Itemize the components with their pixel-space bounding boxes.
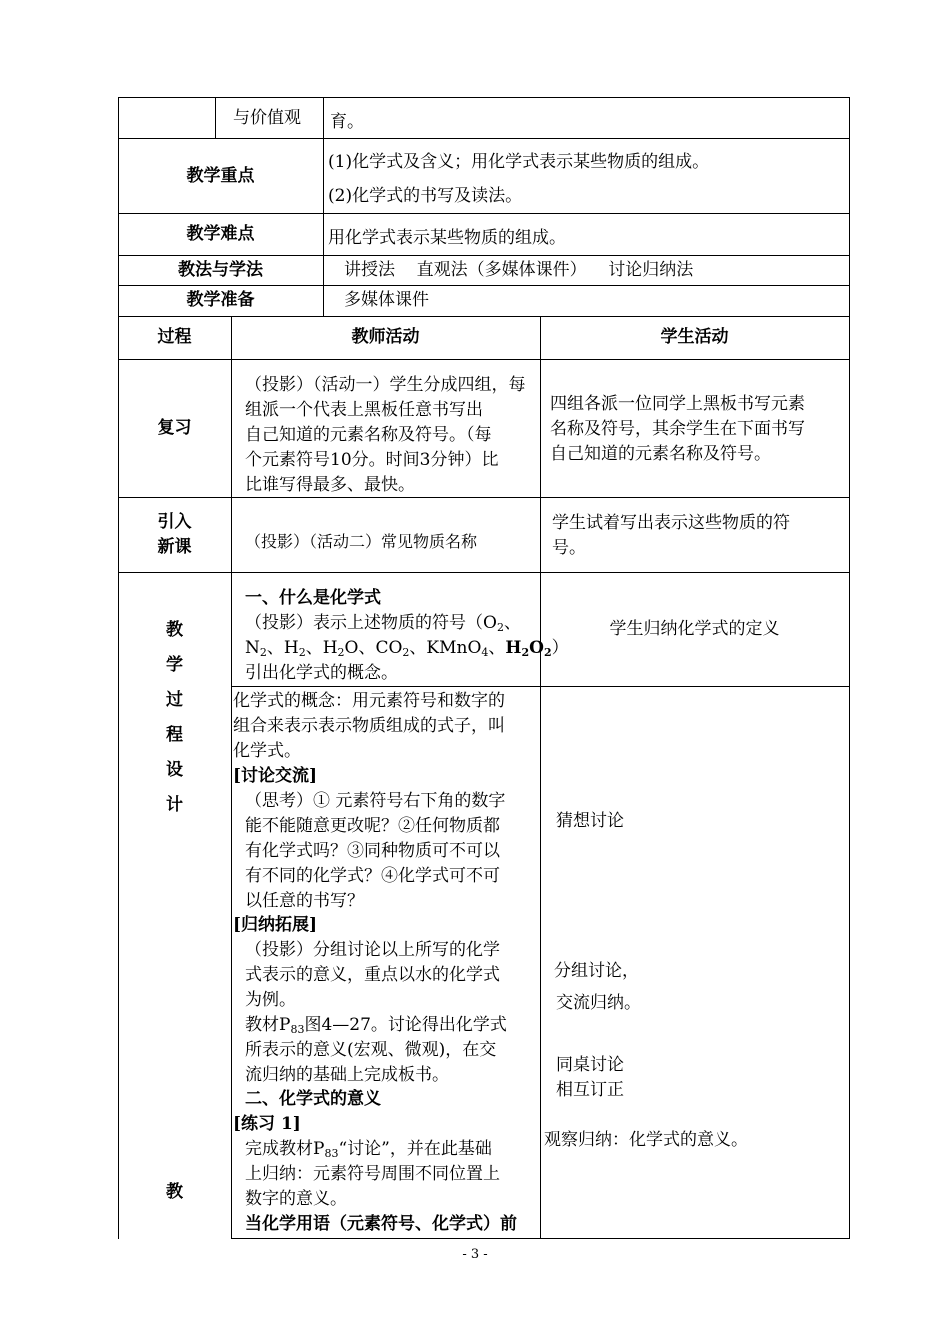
prep-label: 教学准备 [186,290,255,310]
review-student-line: 名称及符号，其余学生在下面书写 [550,419,805,439]
row-line [118,255,850,256]
design-label-char: 学 [166,655,183,675]
discuss-line: 有不同的化学式？④化学式可不可 [245,866,500,886]
review-teacher-line: 个元素符号10分。时间3分钟）比 [245,450,499,470]
row-line [118,572,850,573]
review-student-line: 四组各派一位同学上黑板书写元素 [550,394,805,414]
projection-line1: （投影）表示上述物质的符号（$O_2$、 [245,613,521,634]
col-line [849,97,850,1239]
methods-label: 教法与学法 [178,260,263,280]
design-label-char: 过 [166,690,183,710]
practice-line: 完成教材$P_{83}“$讨论”，并在此基础 [245,1139,492,1160]
intro-student-line: 号。 [552,538,586,558]
summary-line: 为例。 [245,990,296,1010]
value-label: 与价值观 [233,108,301,128]
textbook-line: 所表示的意义(宏观、微观)，在交 [245,1040,497,1060]
difficulty-label: 教学难点 [186,224,255,244]
discuss-line: 能不能随意更改呢？②任何物质都 [245,816,500,836]
row-line [118,138,850,139]
value-content: 育。 [330,112,364,132]
practice-line: 数字的意义。 [245,1189,347,1209]
review-student-line: 自己知道的元素名称及符号。 [550,444,771,464]
header-student: 学生活动 [660,327,729,347]
discuss-title: [讨论交流] [233,766,318,786]
textbook-line: 教材$P_{83}$图4—27。讨论得出化学式 [245,1015,507,1036]
student-desk: 同桌讨论 [556,1055,624,1075]
key-points-label: 教学重点 [186,166,255,186]
practice-line: 上归纳：元素符号周围不同位置上 [245,1164,500,1184]
concept-line: 化学式。 [233,741,301,761]
student-group: 分组讨论， [554,961,639,981]
section1-title: 一、什么是化学式 [245,588,381,608]
section2-title: 二、化学式的意义 [245,1089,381,1109]
summary-title: [归纳拓展] [233,915,318,935]
row-line [118,285,850,286]
concept-line: 组合来表示表示物质组成的式子，叫 [233,716,505,736]
intro-label: 引入 [157,512,192,532]
student-definition: 学生归纳化学式的定义 [609,619,780,639]
review-teacher-line: （投影）（活动一）学生分成四组，每 [245,375,526,395]
col-line [231,316,232,1239]
design-label-char: 教 [166,620,183,640]
discuss-line: 以任意的书写？ [245,891,364,911]
summary-line: 式表示的意义，重点以水的化学式 [245,965,500,985]
textbook-line: 流归纳的基础上完成板书。 [245,1065,449,1085]
discuss-line: 有化学式吗？③同种物质可不可以 [245,841,500,861]
key-points-line2: (2)化学式的书写及读法。 [328,186,523,206]
intro-label: 新课 [157,537,192,557]
col-line [323,97,324,316]
summary-line: （投影）分组讨论以上所写的化学 [245,940,500,960]
methods-content: 讲授法 直观法（多媒体课件） 讨论归纳法 [344,260,694,280]
final-line: 当化学用语（元素符号、化学式）前 [245,1214,517,1234]
practice-title: [练习 1] [233,1114,301,1134]
student-desk: 相互订正 [556,1080,624,1100]
concept-line: 化学式的概念：用元素符号和数字的 [233,691,505,711]
student-observe: 观察归纳：化学式的意义。 [544,1130,748,1150]
review-teacher-line: 自己知道的元素名称及符号。（每 [245,425,492,445]
review-teacher-line: 组派一个代表上黑板任意书写出 [245,400,483,420]
review-teacher-line: 比谁写得最多、最快。 [245,475,415,495]
student-group: 交流归纳。 [556,993,641,1013]
header-teacher: 教师活动 [351,327,420,347]
design-label-char: 设 [166,760,183,780]
discuss-line: （思考）① 元素符号右下角的数字 [245,791,506,811]
design-label-char: 计 [166,795,183,815]
col-line [215,97,216,138]
col-line [540,316,541,1239]
difficulty-content: 用化学式表示某些物质的组成。 [328,228,566,248]
row-line [118,97,850,98]
projection-line2: $N_2$、$H_2$、$H_2O$、$CO_2$、KMnO$_4$、$H_2O_2$） [245,638,569,659]
key-points-line1: (1)化学式及含义；用化学式表示某些物质的组成。 [328,152,710,172]
intro-teacher: （投影）（活动二）常见物质名称 [245,532,478,551]
row-line [118,316,850,317]
design-label-bottom: 教 [166,1182,183,1202]
row-line [118,213,850,214]
row-line [118,359,850,360]
student-guess: 猜想讨论 [556,811,624,831]
intro-student-line: 学生试着写出表示这些物质的符 [552,513,790,533]
projection-line3: 引出化学式的概念。 [245,663,398,683]
review-label: 复习 [157,418,192,438]
prep-content: 多媒体课件 [344,290,429,310]
header-process: 过程 [157,327,192,347]
design-label-char: 程 [166,725,183,745]
row-line [118,497,850,498]
page-number: - 3 - [462,1247,488,1262]
